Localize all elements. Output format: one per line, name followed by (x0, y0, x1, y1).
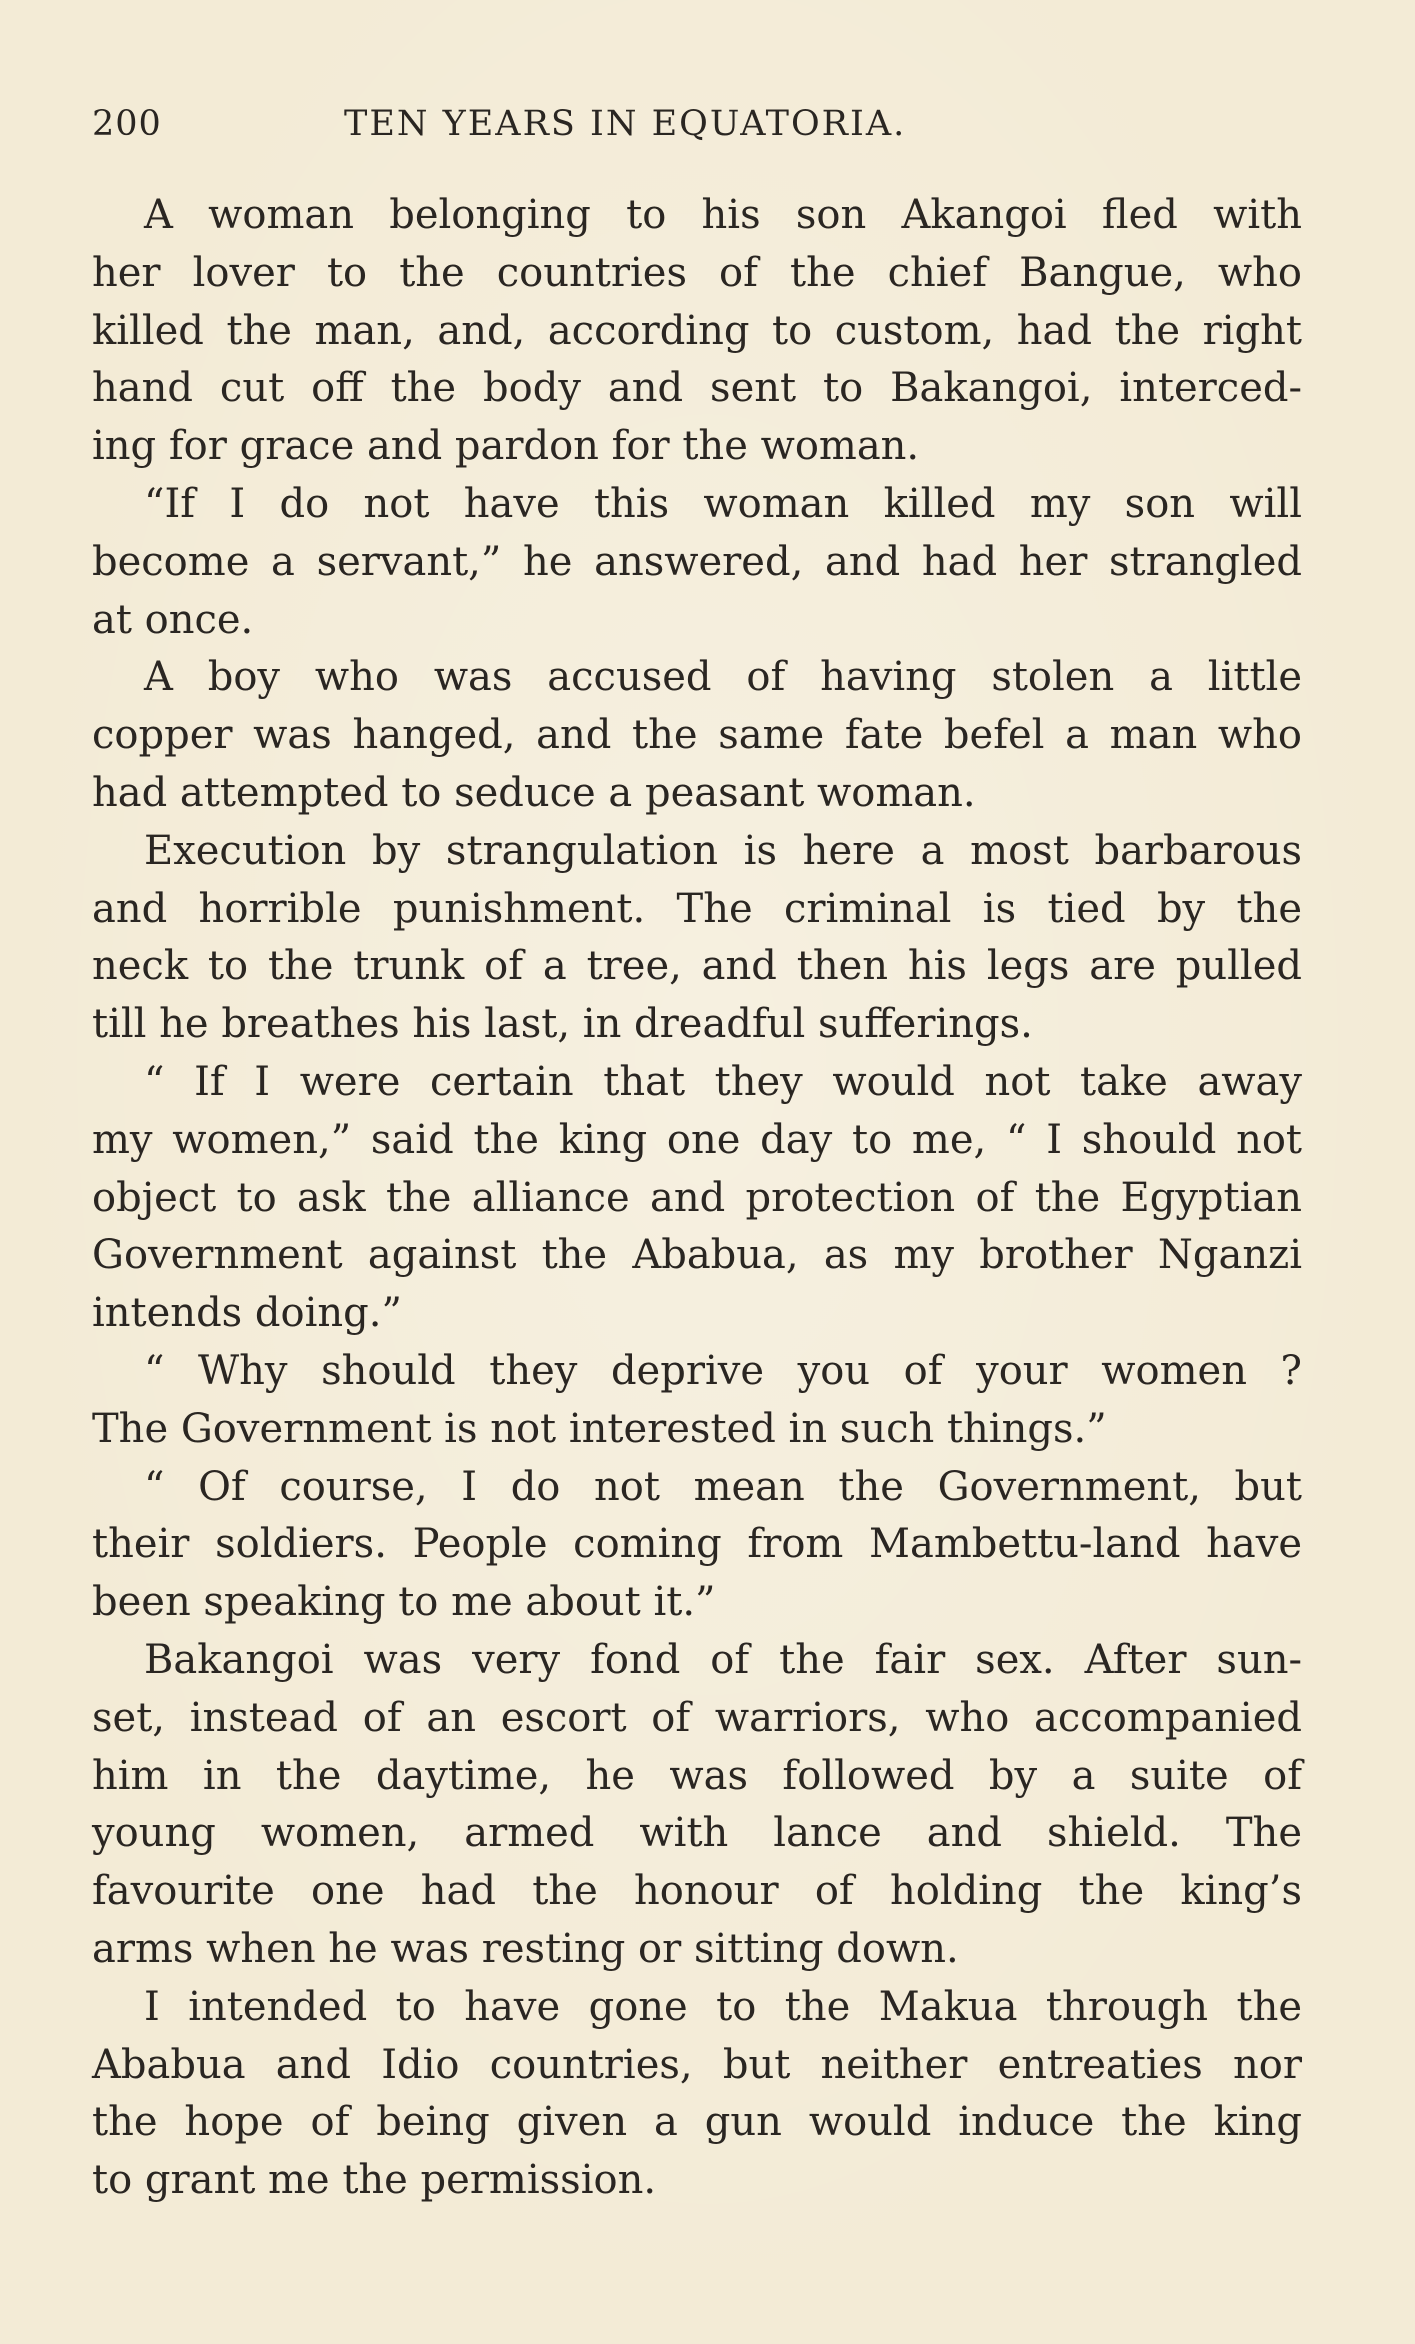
text-line: neck to the trunk of a tree, and then his legs are pulled (92, 943, 1302, 990)
text-line: I intended to have gone to the Makua through the (144, 1983, 1302, 2030)
running-title: TEN YEARS IN EQUATORIA. (344, 104, 907, 144)
text-line: “ Why should they deprive you of your women ? (144, 1347, 1302, 1394)
text-line: Ababua and Idio countries, but neither entreaties nor (92, 2041, 1302, 2088)
text-line: Government against the Ababua, as my brother Nganzi (92, 1232, 1302, 1279)
text-line: A woman belonging to his son Akangoi fled with (144, 192, 1302, 238)
text-line: had attempted to seduce a peasant woman. (92, 769, 976, 816)
text-line: my women,” said the king one day to me, “ I should not (92, 1116, 1302, 1163)
text-line: The Government is not interested in such things.” (92, 1405, 1107, 1452)
text-line: ing for grace and pardon for the woman. (92, 423, 920, 470)
text-line: Bakangoi was very fond of the fair sex. After sun- (144, 1636, 1302, 1683)
page-number: 200 (92, 104, 162, 144)
text-line: killed the man, and, according to custom, had the right (92, 307, 1302, 354)
text-line: to grant me the permission. (92, 2157, 657, 2204)
text-line: Execution by strangulation is here a most barbarous (144, 827, 1302, 874)
text-line: been speaking to me about it.” (92, 1579, 716, 1626)
text-line: their soldiers. People coming from Mambettu-land have (92, 1521, 1302, 1568)
body-text (92, 187, 1302, 2210)
text-line: object to ask the alliance and protection of the Egyptian (92, 1174, 1302, 1221)
text-line: young women, armed with lance and shield. The (92, 1810, 1302, 1857)
text-line: him in the daytime, he was followed by a suite of (92, 1752, 1302, 1799)
text-line: favourite one had the honour of holding the king’s (92, 1868, 1302, 1915)
text-line: hand cut off the body and sent to Bakangoi, interced- (92, 365, 1302, 412)
text-line: at once. (92, 596, 254, 643)
text-line: “If I do not have this woman killed my son will (144, 480, 1302, 527)
text-line: copper was hanged, and the same fate befel a man who (92, 712, 1302, 759)
text-line: her lover to the countries of the chief Bangue, who (92, 249, 1302, 296)
page-header (92, 104, 1352, 154)
text-line: till he breathes his last, in dreadful sufferings. (92, 1001, 1033, 1048)
text-line: become a servant,” he answered, and had her strangled (92, 538, 1302, 585)
text-line: intends doing.” (92, 1290, 402, 1337)
text-line: “ Of course, I do not mean the Government, but (144, 1463, 1302, 1510)
text-line: the hope of being given a gun would induce the king (92, 2099, 1302, 2146)
text-line: and horrible punishment. The criminal is tied by the (92, 885, 1302, 932)
text-line: arms when he was resting or sitting down. (92, 1925, 959, 1972)
text-line: set, instead of an escort of warriors, who accompanied (92, 1694, 1302, 1741)
text-line: “ If I were certain that they would not take away (144, 1058, 1302, 1105)
text-line: A boy who was accused of having stolen a little (144, 654, 1302, 701)
